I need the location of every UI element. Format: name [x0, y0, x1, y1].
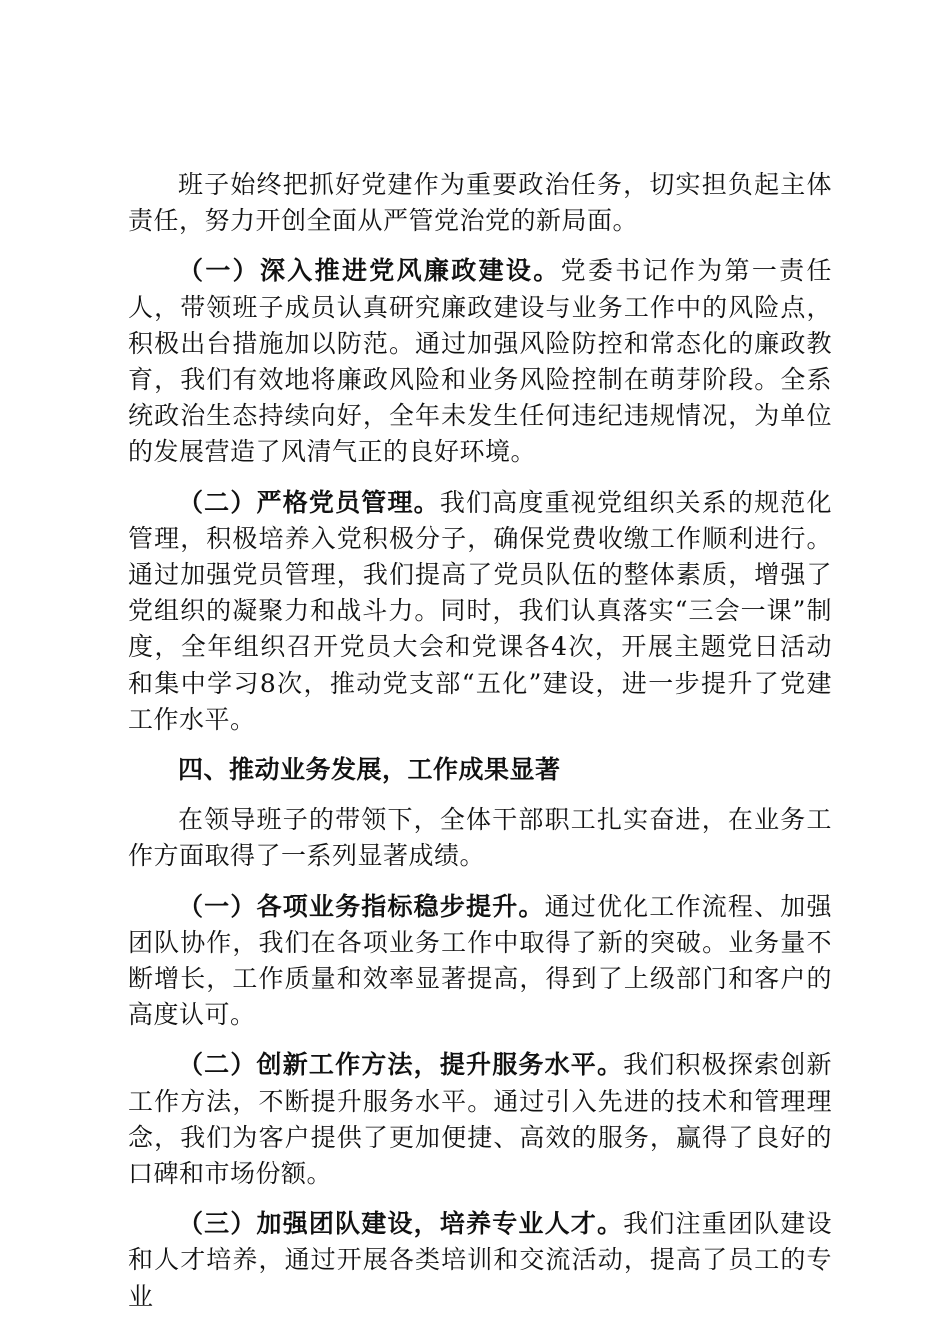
document-body	[128, 167, 832, 1329]
chapter-4-section-3-body: 我们注重团队建设和人才培养，通过开展各类培训和交流活动，提高了员工的专业	[128, 1209, 832, 1311]
chapter-4-section-1-body: 通过优化工作流程、加强团队协作，我们在各项业务工作中取得了新的突破。业务量不断增长，工作质量和效率显著提高，得到了上级部门和客户的高度认可。	[128, 891, 832, 1030]
chapter-4-section-2-paragraph	[128, 1047, 832, 1192]
chapter-4-section-1-paragraph	[128, 889, 832, 1034]
intro-text: 班子始终把抓好党建作为重要政治任务，切实担负起主体责任，努力开创全面从严管党治党的新局面。	[128, 170, 832, 236]
section-1-paragraph	[128, 253, 832, 470]
section-1-lead: （一）深入推进党风廉政建设。	[178, 256, 561, 286]
intro-paragraph	[128, 167, 832, 239]
chapter-4-section-3-paragraph	[128, 1206, 832, 1315]
section-2-body: 我们高度重视党组织关系的规范化管理，积极培养入党积极分子，确保党费收缴工作顺利进行。通过加强党员管理，我们提高了党员队伍的整体素质，增强了党组织的凝聚力和战斗力。同时，我们认真落实“三会一课”制度，全年组织召开党员大会和党课各4次，开展主题党日活动和集中学习8次，推动党支部“五化”建设，进一步提升了党建工作水平。	[128, 487, 832, 734]
section-1-body: 党委书记作为第一责任人，带领班子成员认真研究廉政建设与业务工作中的风险点，积极出台措施加以防范。通过加强风险防控和常态化的廉政教育，我们有效地将廉政风险和业务风险控制在萌芽阶段。全系统政治生态持续向好，全年未发生任何违纪违规情况，为单位的发展营造了风清气正的良好环境。	[128, 256, 832, 467]
section-2-paragraph	[128, 485, 832, 738]
section-2-lead: （二）严格党员管理。	[178, 487, 440, 517]
chapter-4-section-2-body: 我们积极探索创新工作方法，不断提升服务水平。通过引入先进的技术和管理理念，我们为客户提供了更加便捷、高效的服务，赢得了良好的口碑和市场份额。	[128, 1050, 832, 1189]
chapter-4-section-3-lead: （三）加强团队建设，培养专业人才。	[178, 1209, 624, 1239]
chapter-4-intro-paragraph	[128, 802, 832, 874]
chapter-4-intro-text: 在领导班子的带领下，全体干部职工扎实奋进，在业务工作方面取得了一系列显著成绩。	[128, 805, 832, 871]
chapter-4-section-1-lead: （一）各项业务指标稳步提升。	[178, 891, 545, 921]
chapter-4-heading: 四、推动业务发展，工作成果显著	[178, 755, 561, 785]
chapter-4-section-2-lead: （二）创新工作方法，提升服务水平。	[178, 1050, 624, 1080]
